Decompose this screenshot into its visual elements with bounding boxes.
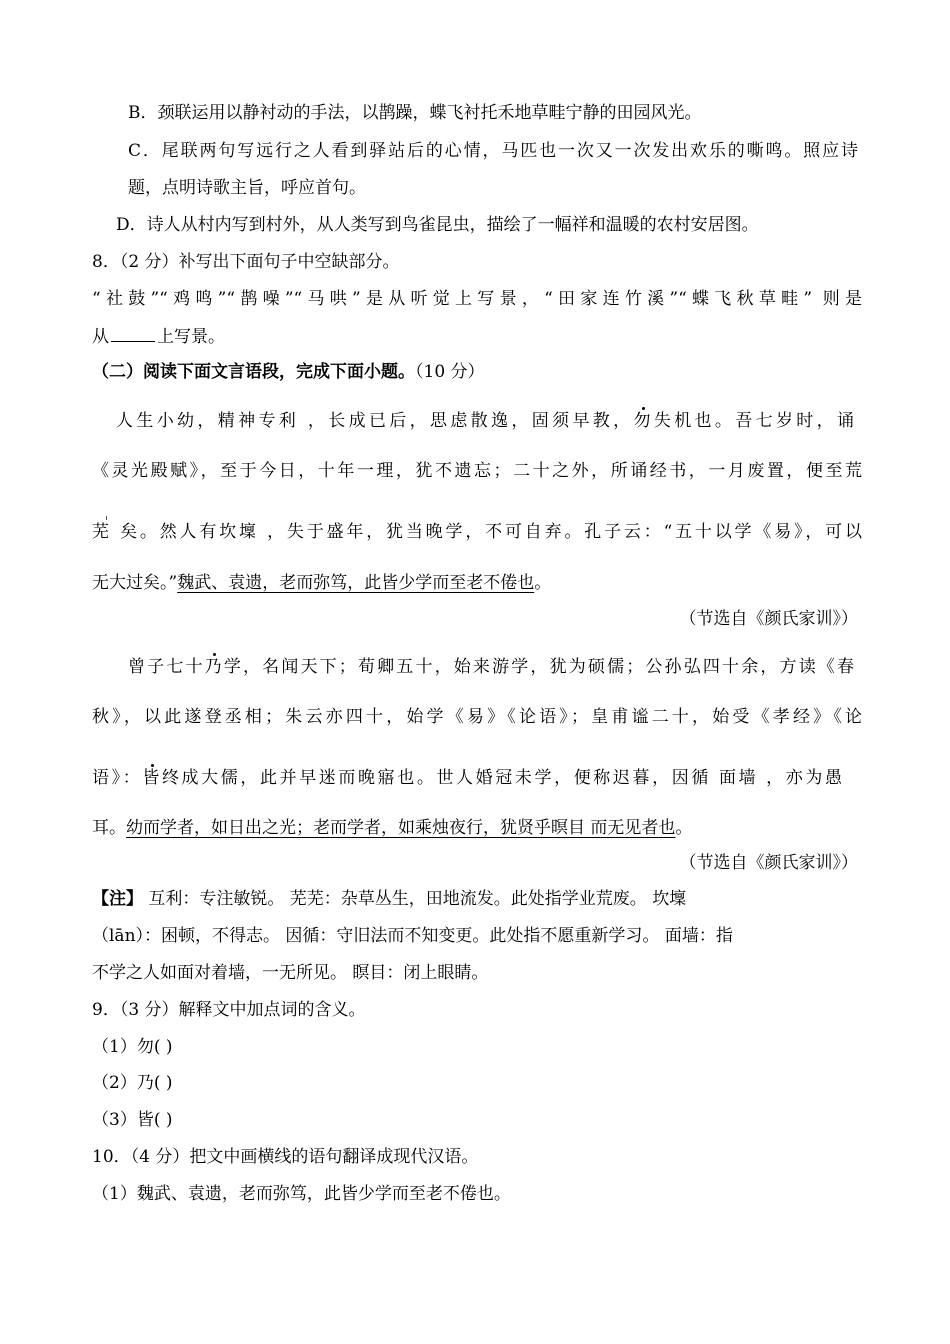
option-c-line2: 题，点明诗歌主旨，呼应首句。	[128, 178, 366, 198]
question-8-line2-end: 上写景。	[157, 327, 225, 347]
annotated-word-huangwu: 芜	[92, 522, 121, 542]
passage1-line1-text-b: 失机也。吾七岁时，诵	[653, 411, 855, 431]
question-9-item-1: （1）勿( )	[92, 1037, 173, 1057]
passage2-line1-text-b: 学，名闻天下；荀卿五十，始来游学，犹为硕儒；公孙弘四十余，方读《春	[223, 657, 855, 677]
question-8-line2-start: 从	[92, 327, 109, 347]
notes-label: 【注】	[92, 889, 143, 909]
passage2-line4	[92, 816, 862, 840]
fill-in-blank[interactable]	[111, 324, 155, 342]
passage2-line1-text-a: 曾子七十	[128, 657, 205, 677]
option-c-line1: C．尾联两句写远行之人看到驿站后的心情，马匹也一次又一次发出欢乐的嘶鸣。照应诗	[128, 141, 858, 161]
question-8-heading: 8．（2 分）补写出下面句子中空缺部分。	[92, 252, 400, 272]
passage2-line3	[92, 766, 842, 790]
option-b: B．颈联运用以静衬动的手法，以鹊躁，蝶飞衬托禾地草畦宁静的田园风光。	[128, 103, 702, 123]
passage2-line1	[128, 655, 854, 679]
dotted-word-nai: 乃	[204, 657, 224, 677]
passage2-line3-text-b: 终成大儒，此并早迷而晚寤也。世人婚冠未学，便称迟暮，因循 面墙 ，亦为愚	[161, 768, 843, 788]
notes-line1-text: 互利：专注敏锐。 芜芜：杂草丛生，田地流发。此处指学业荒废。 坎壈	[143, 889, 687, 909]
passage1-line3	[92, 520, 862, 544]
passage2-line3-text-a: 语》：	[92, 768, 143, 788]
question-10-item-1: （1）魏武、袁遗，老而弥笃，此皆少学而至老不倦也。	[92, 1184, 511, 1204]
passage1-line2: 《灵光殿赋》，至于今日，十年一理，犹不遗忘；二十之外，所诵经书，一月废置，便至荒	[92, 461, 862, 481]
underlined-sentence-2: 幼而学者，如日出之光；老而学者，如乘烛夜行，犹贤乎暝目 而无见者也	[126, 818, 676, 838]
question-9-item-2: （2）乃( )	[92, 1073, 173, 1093]
passage1-line3-text: 矣。然人有坎壈 ，失于盛年，犹当晚学，不可自弃。孔子云：“五十以学《易》，可以	[120, 522, 863, 542]
section-2-heading	[92, 360, 862, 384]
passage2-line4-text-a: 耳。	[92, 818, 126, 838]
section-2-title: （二）阅读下面文言语段，完成下面小题。	[92, 362, 415, 382]
question-9-item-3: （3）皆( )	[92, 1110, 173, 1130]
dotted-word-wu: 勿	[633, 411, 654, 431]
passage1-line4-text-a: 无大过矣。”	[92, 573, 178, 593]
question-9-heading: 9．（3 分）解释文中加点词的含义。	[92, 1000, 366, 1020]
passage1-source: （节选自《颜氏家训》）	[679, 609, 858, 629]
question-8-line1: “社鼓”“鸡鸣”“鹊噪”“马哄”是从听觉上写景，“田家连竹溪”“蝶飞秋草畦” 则是	[92, 289, 862, 309]
question-8-line2	[92, 324, 862, 349]
question-10-heading: 10．（4 分）把文中画横线的语句翻译成现代汉语。	[92, 1147, 479, 1167]
notes-line3: 不学之人如面对着墙，一无所见。 瞑目：闭上眼睛。	[92, 963, 489, 983]
passage1-line1-text-a: 人生小幼，精神专利 ，长成已后，思虑散逸，固须早教，	[116, 411, 634, 431]
passage2-source: （节选自《颜氏家训》）	[679, 853, 858, 873]
dotted-word-jie: 皆	[142, 768, 162, 788]
passage2-line2: 秋》，以此遂登丞相；朱云亦四十，始学《易》《论语》；皇甫谧二十，始受《孝经》《论	[92, 707, 862, 727]
passage2-line4-text-b: 。	[675, 818, 693, 838]
option-d: D．诗人从村内写到村外，从人类写到鸟雀昆虫，描绘了一幅祥和温暖的农村安居图。	[116, 215, 759, 235]
passage1-line4-text-b: 。	[534, 573, 552, 593]
section-2-score: （10 分）	[415, 362, 485, 382]
passage1-line4	[92, 571, 862, 595]
notes-line2: （lān）：困顿，不得志。 因循：守旧法而不知变更。此处指不愿重新学习。 面墙：指	[92, 926, 733, 946]
underlined-sentence-1: 魏武、袁遗，老而弥笃，此皆少学而至老不倦也	[177, 573, 535, 593]
passage1-line1	[116, 409, 854, 433]
notes-line1	[92, 887, 862, 911]
